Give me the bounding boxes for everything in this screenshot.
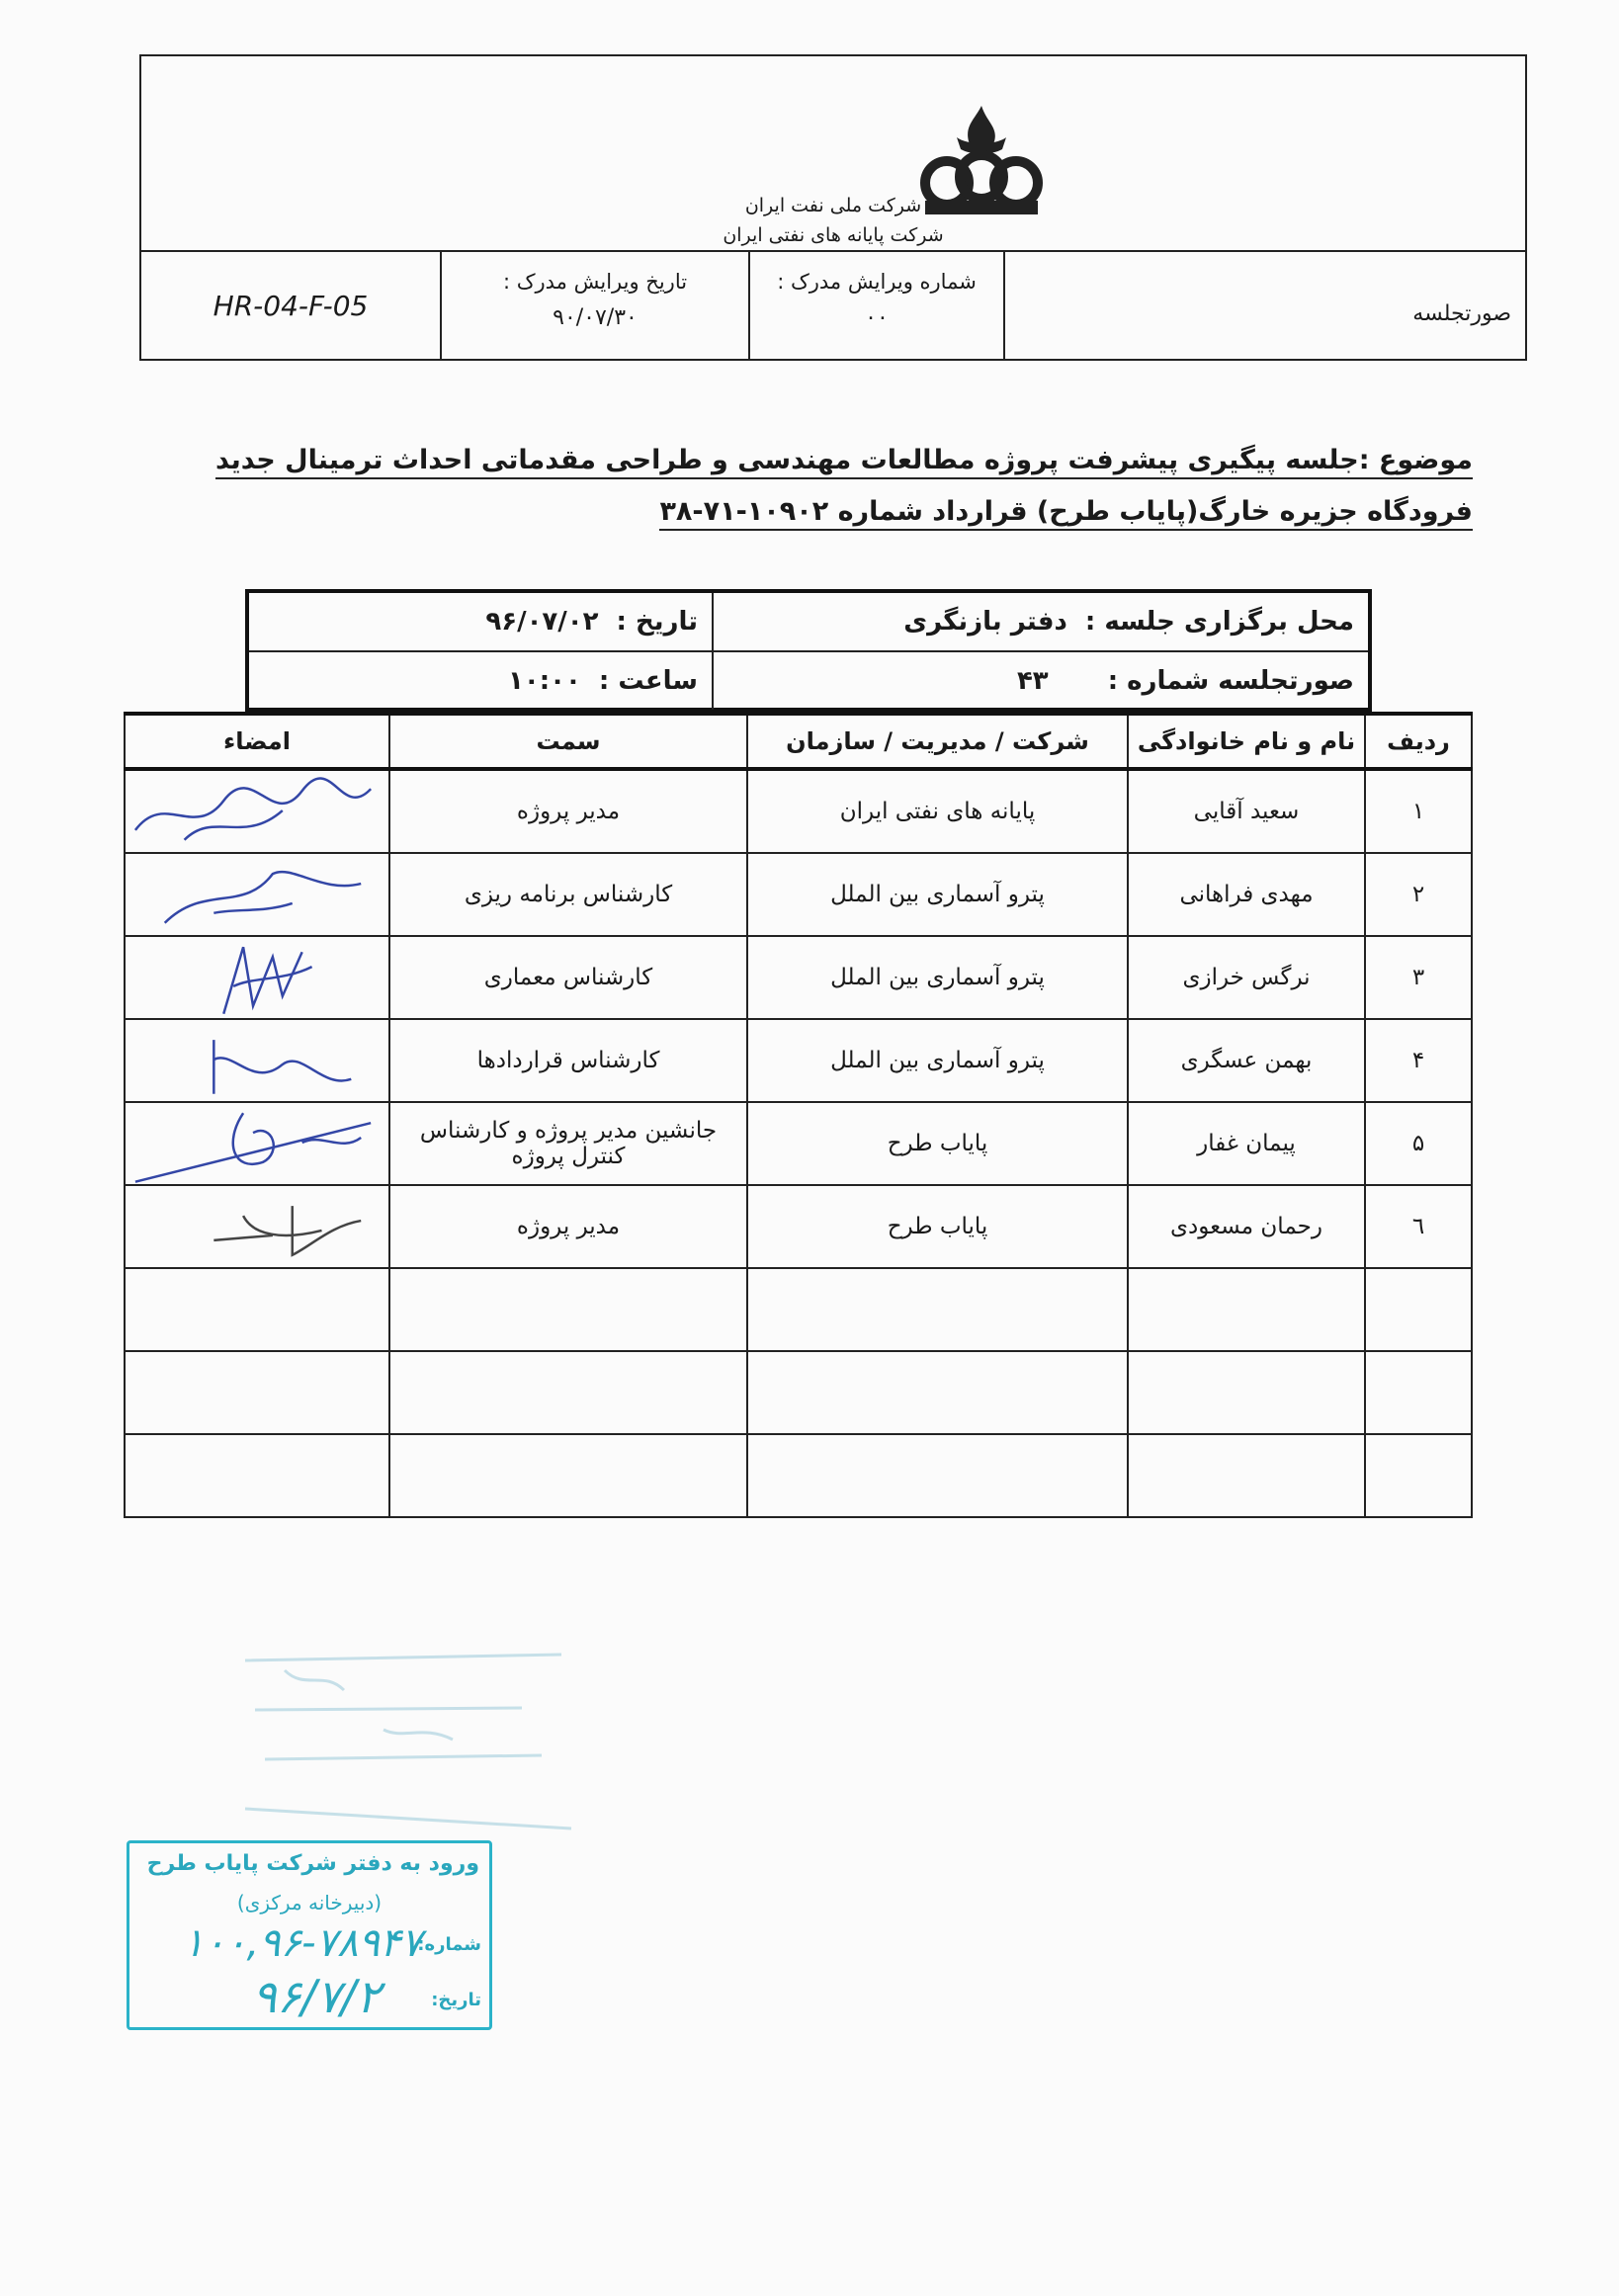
revision-number-value: ۰۰	[865, 305, 889, 330]
attendee-name: نرگس خرازی	[1128, 936, 1365, 1019]
location-label: محل برگزاری جلسه :	[1084, 607, 1354, 637]
minutes-number-value: ۴۳	[1016, 666, 1049, 696]
table-row	[125, 936, 1472, 1019]
meeting-info-row-1	[249, 593, 1368, 650]
attendee-position: جانشین مدیر پروژه و کارشناس کنترل پروژه	[389, 1102, 747, 1185]
header-row-number: ردیف	[1365, 714, 1472, 769]
receipt-stamp	[127, 1840, 492, 2030]
document-type-cell	[1003, 252, 1525, 359]
row-number: ۳	[1365, 936, 1472, 1019]
stamp-date-value: ۹۶/۷/۲	[252, 1970, 381, 2023]
row-number: ۲	[1365, 853, 1472, 936]
subject	[208, 435, 1473, 538]
location-value: دفتر بازنگری	[903, 607, 1067, 637]
table-row	[125, 1019, 1472, 1102]
attendee-organization: پایاب طرح	[747, 1185, 1128, 1268]
subsidiary-name: شرکت پایانه های نفتی ایران	[723, 224, 944, 246]
stamp-number-value: ۱۰۰,۹۶-۷۸۹۴۷	[183, 1920, 422, 1966]
stamp-title: ورود به دفتر شرکت پایاب طرح	[146, 1851, 479, 1876]
signature-scribble-icon	[126, 1186, 388, 1267]
document-header	[139, 54, 1527, 361]
revision-date-cell	[440, 252, 748, 359]
header-position: سمت	[389, 714, 747, 769]
row-number: ۵	[1365, 1102, 1472, 1185]
row-number: ۱	[1365, 769, 1472, 853]
attendee-name	[1128, 1351, 1365, 1434]
attendee-organization: پایانه های نفتی ایران	[747, 769, 1128, 853]
revision-number-cell	[748, 252, 1003, 359]
signature-cell	[125, 1102, 389, 1185]
attendee-name: سعید آقایی	[1128, 769, 1365, 853]
attendee-name: رحمان مسعودی	[1128, 1185, 1365, 1268]
revision-date-value: ۹۰/۰۷/۳۰	[553, 305, 638, 330]
attendee-organization: پایاب طرح	[747, 1102, 1128, 1185]
attendee-name: بهمن عسگری	[1128, 1019, 1365, 1102]
signature-scribble-icon	[126, 937, 388, 1018]
attendee-organization	[747, 1434, 1128, 1517]
attendee-position	[389, 1268, 747, 1351]
attendee-position: مدیر پروژه	[389, 769, 747, 853]
header-info-row	[141, 252, 1525, 359]
attendee-organization	[747, 1268, 1128, 1351]
signature-cell	[125, 1185, 389, 1268]
attendee-organization: پترو آسماری بین الملل	[747, 936, 1128, 1019]
attendee-position: مدیر پروژه	[389, 1185, 747, 1268]
meeting-info-row-2	[249, 650, 1368, 710]
time-label: ساعت :	[598, 666, 698, 696]
faded-stamp-icon	[225, 1631, 581, 1838]
subject-text: جلسه پیگیری پیشرفت پروژه مطالعات مهندسی و طراحی مقدماتی احداث ترمینال جدید فرودگاه جزیره خارگ(پایاب طرح) قرارداد شماره ۱۰۹۰۲-۷۱-۳۸	[215, 445, 1473, 531]
row-number	[1365, 1434, 1472, 1517]
header-signature: امضاء	[125, 714, 389, 769]
stamp-date-label: تاریخ:	[431, 1990, 481, 2010]
table-row	[125, 1268, 1472, 1351]
signature-cell	[125, 1434, 389, 1517]
row-number	[1365, 1268, 1472, 1351]
date-label: تاریخ :	[616, 607, 698, 637]
header-organization: شرکت / مدیریت / سازمان	[747, 714, 1128, 769]
signature-cell	[125, 1351, 389, 1434]
attendee-organization	[747, 1351, 1128, 1434]
attendee-name	[1128, 1268, 1365, 1351]
minutes-number-cell	[712, 652, 1368, 710]
company-name: شرکت ملی نفت ایران	[744, 195, 922, 216]
signature-cell	[125, 853, 389, 936]
signature-cell	[125, 1019, 389, 1102]
table-row	[125, 853, 1472, 936]
stamp-subtitle: (دبیرخانه مرکزی)	[236, 1891, 383, 1914]
header-name: نام و نام خانوادگی	[1128, 714, 1365, 769]
row-number: ۴	[1365, 1019, 1472, 1102]
subject-label: موضوع :	[1359, 445, 1473, 479]
attendee-organization: پترو آسماری بین الملل	[747, 1019, 1128, 1102]
table-row	[125, 1102, 1472, 1185]
table-row	[125, 1351, 1472, 1434]
table-header-row	[125, 714, 1472, 769]
signature-scribble-icon	[126, 854, 388, 935]
table-row	[125, 1185, 1472, 1268]
attendee-name: مهدی فراهانی	[1128, 853, 1365, 936]
attendee-position	[389, 1434, 747, 1517]
signature-cell	[125, 1268, 389, 1351]
location-cell	[712, 593, 1368, 650]
attendee-name: پیمان غفار	[1128, 1102, 1365, 1185]
attendee-organization: پترو آسماری بین الملل	[747, 853, 1128, 936]
attendee-position: کارشناس برنامه ریزی	[389, 853, 747, 936]
signature-scribble-icon	[126, 1020, 388, 1101]
date-value: ۹۶/۰۷/۰۲	[485, 607, 599, 637]
row-number: ٦	[1365, 1185, 1472, 1268]
date-cell	[249, 593, 712, 650]
revision-number-label: شماره ویرایش مدرک :	[777, 270, 977, 294]
attendance-table	[124, 712, 1473, 1518]
revision-date-label: تاریخ ویرایش مدرک :	[502, 270, 688, 294]
minutes-number-label: صورتجلسه شماره :	[1107, 666, 1354, 696]
document-code: HR-04-F-05	[213, 289, 369, 322]
attendee-name	[1128, 1434, 1365, 1517]
attendee-position	[389, 1351, 747, 1434]
signature-cell	[125, 936, 389, 1019]
table-row	[125, 1434, 1472, 1517]
time-value: ۱۰:۰۰	[508, 666, 581, 696]
table-row	[125, 769, 1472, 853]
stamp-number-label: شماره:	[417, 1934, 481, 1955]
row-number	[1365, 1351, 1472, 1434]
signature-scribble-icon	[126, 1103, 388, 1184]
attendee-position: کارشناس معماری	[389, 936, 747, 1019]
attendee-position: کارشناس قراردادها	[389, 1019, 747, 1102]
signature-cell	[125, 769, 389, 853]
signature-scribble-icon	[126, 771, 388, 852]
document-type: صورتجلسه	[1412, 301, 1511, 326]
meeting-info	[245, 589, 1372, 712]
time-cell	[249, 652, 712, 710]
header-logo-area	[141, 56, 1525, 252]
